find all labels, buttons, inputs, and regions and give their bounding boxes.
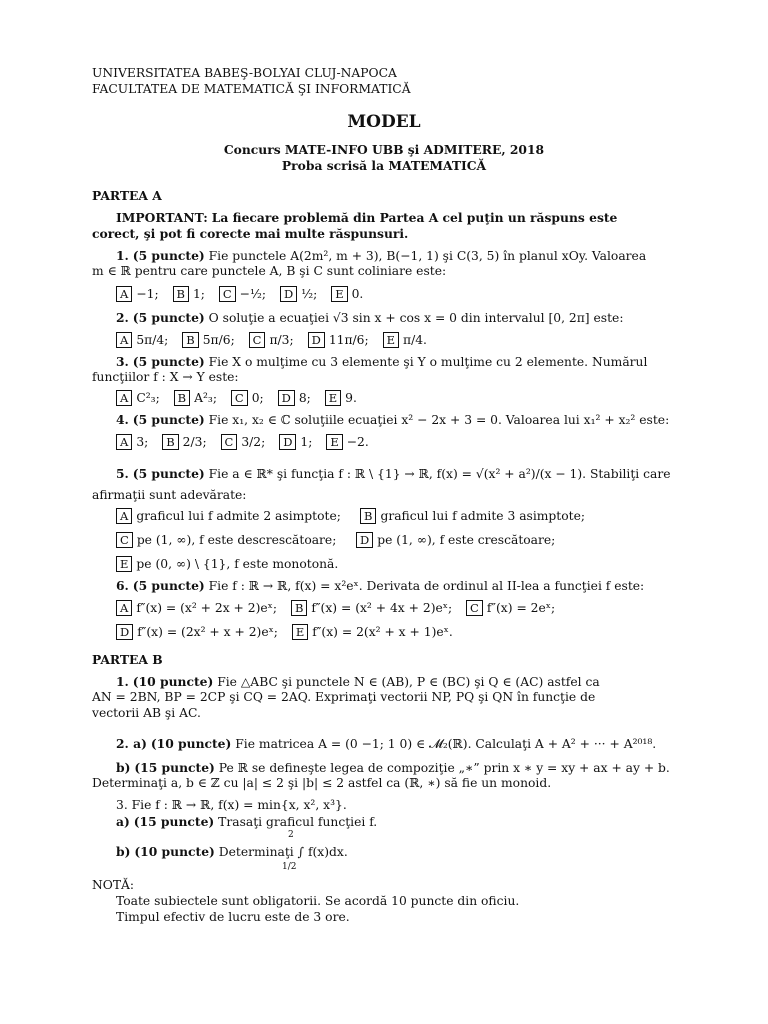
option-text: 11π/6; — [328, 333, 369, 347]
option-text: 9. — [345, 391, 357, 405]
problem-5-option-e[interactable] — [116, 556, 338, 572]
important-text-line1: La fiecare problemă din Partea A cel puţin un răspuns este — [211, 210, 618, 225]
option-text: −1; — [136, 287, 159, 301]
problem-5-line1 — [116, 466, 671, 482]
problem-points: (5 puncte) — [132, 310, 205, 325]
option-letter-b: B — [291, 600, 307, 616]
option-text: 1; — [300, 435, 313, 449]
option-c[interactable] — [219, 287, 266, 301]
option-letter-e: E — [116, 556, 132, 572]
option-letter-a: A — [116, 332, 132, 348]
problem-text: Fie f : ℝ → ℝ, f(x) = x²eˣ. Derivata de ordinul al II-lea a funcţiei f este: — [208, 579, 645, 593]
problem-points: (5 puncte) — [132, 354, 205, 369]
option-a[interactable] — [116, 601, 277, 615]
problem-points: (5 puncte) — [132, 412, 205, 427]
problem-3-options — [116, 390, 367, 406]
problem-points: (5 puncte) — [132, 466, 205, 481]
important-text-line2: corect, şi pot fi corecte mai multe răspunsuri. — [92, 226, 409, 241]
subproblem-label: a) — [116, 814, 130, 829]
problem-6-options-row2 — [116, 624, 463, 640]
option-text: 5π/6; — [202, 333, 235, 347]
option-letter-b: B — [162, 434, 178, 450]
option-a[interactable] — [116, 333, 168, 347]
part-b-problem-3-line1: 3. Fie f : ℝ → ℝ, f(x) = min{x, x², x³}. — [116, 798, 347, 812]
option-letter-c: C — [221, 434, 238, 450]
problem-text: Pe ℝ se defineşte legea de compoziţie „∗” prin x ∗ y = xy + ax + ay + b. — [218, 761, 670, 775]
problem-3-line2: funcţiilor f : X → Y este: — [92, 370, 239, 384]
option-c[interactable] — [249, 333, 294, 347]
option-text: C²₃; — [136, 391, 160, 405]
problem-3-line1 — [116, 354, 647, 370]
problem-number: 6. — [116, 578, 129, 593]
option-letter-a: A — [116, 600, 132, 616]
option-letter-e: E — [326, 434, 342, 450]
problem-5-option-a[interactable] — [116, 508, 341, 524]
problem-1-options — [116, 286, 373, 302]
option-text: A²₃; — [194, 391, 217, 405]
problem-text: Fie x₁, x₂ ∈ ℂ soluţiile ecuaţiei x² − 2x + 3 = 0. Valoarea lui x₁² + x₂² este: — [208, 413, 670, 427]
important-label: IMPORTANT: — [116, 210, 208, 225]
option-text: pe (1, ∞), f este crescătoare; — [377, 533, 556, 547]
problem-text: Determinaţi ∫ f(x)dx. — [218, 845, 348, 859]
option-e[interactable] — [326, 435, 368, 449]
problem-points: (10 puncte) — [132, 674, 214, 689]
option-d[interactable] — [308, 333, 369, 347]
part-b-problem-1-line1 — [116, 674, 600, 690]
option-text: f″(x) = 2(x² + x + 1)eˣ. — [312, 625, 453, 639]
exam-name: Proba scrisă la MATEMATICĂ — [281, 158, 487, 173]
option-letter-d: D — [279, 434, 296, 450]
option-b[interactable] — [291, 601, 452, 615]
option-letter-a: A — [116, 508, 132, 524]
subproblem-label: b) — [116, 760, 131, 775]
problem-5-option-c[interactable] — [116, 532, 336, 548]
option-letter-d: D — [278, 390, 295, 406]
option-letter-e: E — [292, 624, 308, 640]
problem-6-line1 — [116, 578, 644, 594]
problem-4-options — [116, 434, 379, 450]
part-b-problem-3b — [116, 844, 348, 860]
problem-2-options — [116, 332, 437, 348]
part-b-problem-2b-line2: Determinaţi a, b ∈ ℤ cu |a| ≤ 2 şi |b| ≤ 2 astfel ca (ℝ, ∗) să fie un monoid. — [92, 776, 552, 790]
problem-points: (10 puncte) — [150, 736, 232, 751]
option-text: 3; — [136, 435, 149, 449]
option-letter-d: D — [356, 532, 373, 548]
part-b-problem-2a — [116, 736, 656, 752]
option-text: f″(x) = (x² + 2x + 2)eˣ; — [136, 601, 278, 615]
option-b[interactable] — [174, 391, 217, 405]
option-text: graficul lui f admite 3 asimptote; — [380, 509, 586, 523]
problem-5-option-d[interactable] — [356, 532, 555, 548]
problem-2-line1 — [116, 310, 623, 326]
problem-points: (5 puncte) — [132, 578, 205, 593]
option-text: f″(x) = (2x² + x + 2)eˣ; — [137, 625, 278, 639]
option-letter-e: E — [383, 332, 399, 348]
option-letter-a: A — [116, 286, 132, 302]
problem-text: Fie X o mulţime cu 3 elemente şi Y o mulţime cu 2 elemente. Numărul — [208, 355, 648, 369]
note-line1: Toate subiectele sunt obligatorii. Se acordă 10 puncte din oficiu. — [116, 894, 520, 908]
problem-4-line1 — [116, 412, 669, 428]
option-text: −2. — [346, 435, 369, 449]
important-note — [116, 210, 617, 226]
option-letter-a: A — [116, 434, 132, 450]
integral-upper-limit: 2 — [288, 830, 294, 840]
integral-lower-limit: 1/2 — [282, 862, 297, 872]
problem-6-options-row1 — [116, 600, 565, 616]
option-a[interactable] — [116, 287, 159, 301]
problem-text: Fie matricea A = (0 −1; 1 0) ∈ 𝓜₂(ℝ). Calculaţi A + A² + ··· + A²⁰¹⁸. — [235, 737, 657, 751]
part-a-heading: PARTEA A — [92, 188, 162, 203]
option-letter-d: D — [280, 286, 297, 302]
option-text: graficul lui f admite 2 asimptote; — [136, 509, 341, 523]
option-e[interactable] — [331, 287, 363, 301]
option-c[interactable] — [466, 601, 555, 615]
problem-1-line2: m ∈ ℝ pentru care punctele A, B şi C sunt coliniare este: — [92, 264, 447, 278]
note-label: NOTĂ: — [92, 878, 135, 892]
option-text: ½; — [301, 287, 318, 301]
problem-text: Fie △ABC şi punctele N ∈ (AB), P ∈ (BC) şi Q ∈ (AC) astfel ca — [217, 675, 600, 689]
option-letter-b: B — [360, 508, 376, 524]
problem-text: Fie a ∈ ℝ* şi funcţia f : ℝ \ {1} → ℝ, f(x) = √(x² + a²)/(x − 1). Stabiliţi care — [208, 467, 671, 481]
option-d[interactable] — [278, 391, 311, 405]
option-letter-c: C — [219, 286, 236, 302]
contest-name: Concurs MATE-INFO UBB şi ADMITERE, 2018 — [223, 142, 545, 157]
problem-text: Trasaţi graficul funcţiei f. — [218, 815, 378, 829]
option-letter-b: B — [173, 286, 189, 302]
option-letter-c: C — [249, 332, 266, 348]
option-text: f″(x) = 2eˣ; — [486, 601, 556, 615]
option-text: 2/3; — [182, 435, 207, 449]
part-b-problem-1-line2: AN = 2BN, BP = 2CP şi CQ = 2AQ. Exprimaţi vectorii NP, PQ şi QN în funcţie de — [92, 690, 596, 704]
option-letter-e: E — [331, 286, 347, 302]
problem-points: (5 puncte) — [132, 248, 205, 263]
option-text: 1; — [192, 287, 205, 301]
note-line2: Timpul efectiv de lucru este de 3 ore. — [116, 910, 350, 924]
option-letter-c: C — [466, 600, 483, 616]
problem-1-line1 — [116, 248, 646, 264]
option-b[interactable] — [173, 287, 205, 301]
part-b-problem-1-line3: vectorii AB şi AC. — [92, 706, 201, 720]
option-a[interactable] — [116, 391, 160, 405]
problem-5-option-b[interactable] — [360, 508, 585, 524]
option-letter-e: E — [325, 390, 341, 406]
option-d[interactable] — [116, 625, 278, 639]
problem-number: 1. — [116, 248, 129, 263]
problem-text: O soluţie a ecuaţiei √3 sin x + cos x = 0 din intervalul [0, 2π] este: — [208, 311, 624, 325]
option-d[interactable] — [280, 287, 317, 301]
option-c[interactable] — [221, 435, 266, 449]
problem-number: 2. — [116, 310, 129, 325]
option-letter-b: B — [174, 390, 190, 406]
problem-points: (15 puncte) — [134, 760, 215, 775]
option-letter-b: B — [182, 332, 198, 348]
part-b-problem-3a — [116, 814, 377, 830]
option-text: 3/2; — [241, 435, 266, 449]
option-e[interactable] — [383, 333, 427, 347]
problem-number: 2. a) — [116, 736, 147, 751]
problem-points: (10 puncte) — [134, 844, 215, 859]
document-title: MODEL — [347, 112, 421, 132]
problem-number: 5. — [116, 466, 129, 481]
problem-number: 1. — [116, 674, 129, 689]
option-text: 5π/4; — [136, 333, 169, 347]
part-b-heading: PARTEA B — [92, 652, 163, 667]
problem-number: 3. — [116, 354, 129, 369]
problem-text: Fie punctele A(2m², m + 3), B(−1, 1) şi C(3, 5) în planul xOy. Valoarea — [208, 249, 647, 263]
faculty-name: FACULTATEA DE MATEMATICĂ ŞI INFORMATICĂ — [92, 82, 411, 96]
option-b[interactable] — [182, 333, 234, 347]
option-text: π/3; — [269, 333, 294, 347]
option-text: −½; — [239, 287, 267, 301]
option-text: π/4. — [402, 333, 427, 347]
option-letter-a: A — [116, 390, 132, 406]
option-letter-d: D — [116, 624, 133, 640]
option-text: 0; — [251, 391, 264, 405]
option-letter-c: C — [116, 532, 133, 548]
option-text: pe (0, ∞) \ {1}, f este monotonă. — [136, 557, 339, 571]
option-e[interactable] — [292, 625, 453, 639]
subproblem-label: b) — [116, 844, 131, 859]
part-b-problem-2b-line1 — [116, 760, 670, 776]
option-b[interactable] — [162, 435, 206, 449]
problem-number: 4. — [116, 412, 129, 427]
option-text: 0. — [351, 287, 364, 301]
option-letter-c: C — [231, 390, 248, 406]
option-d[interactable] — [279, 435, 312, 449]
problem-5-line2: afirmaţii sunt adevărate: — [92, 488, 247, 502]
option-a[interactable] — [116, 435, 148, 449]
option-c[interactable] — [231, 391, 264, 405]
option-e[interactable] — [325, 391, 357, 405]
university-name: UNIVERSITATEA BABEŞ-BOLYAI CLUJ-NAPOCA — [92, 66, 397, 80]
option-letter-d: D — [308, 332, 325, 348]
option-text: f″(x) = (x² + 4x + 2)eˣ; — [311, 601, 453, 615]
option-text: 8; — [298, 391, 311, 405]
problem-points: (15 puncte) — [133, 814, 215, 829]
option-text: pe (1, ∞), f este descrescătoare; — [136, 533, 337, 547]
